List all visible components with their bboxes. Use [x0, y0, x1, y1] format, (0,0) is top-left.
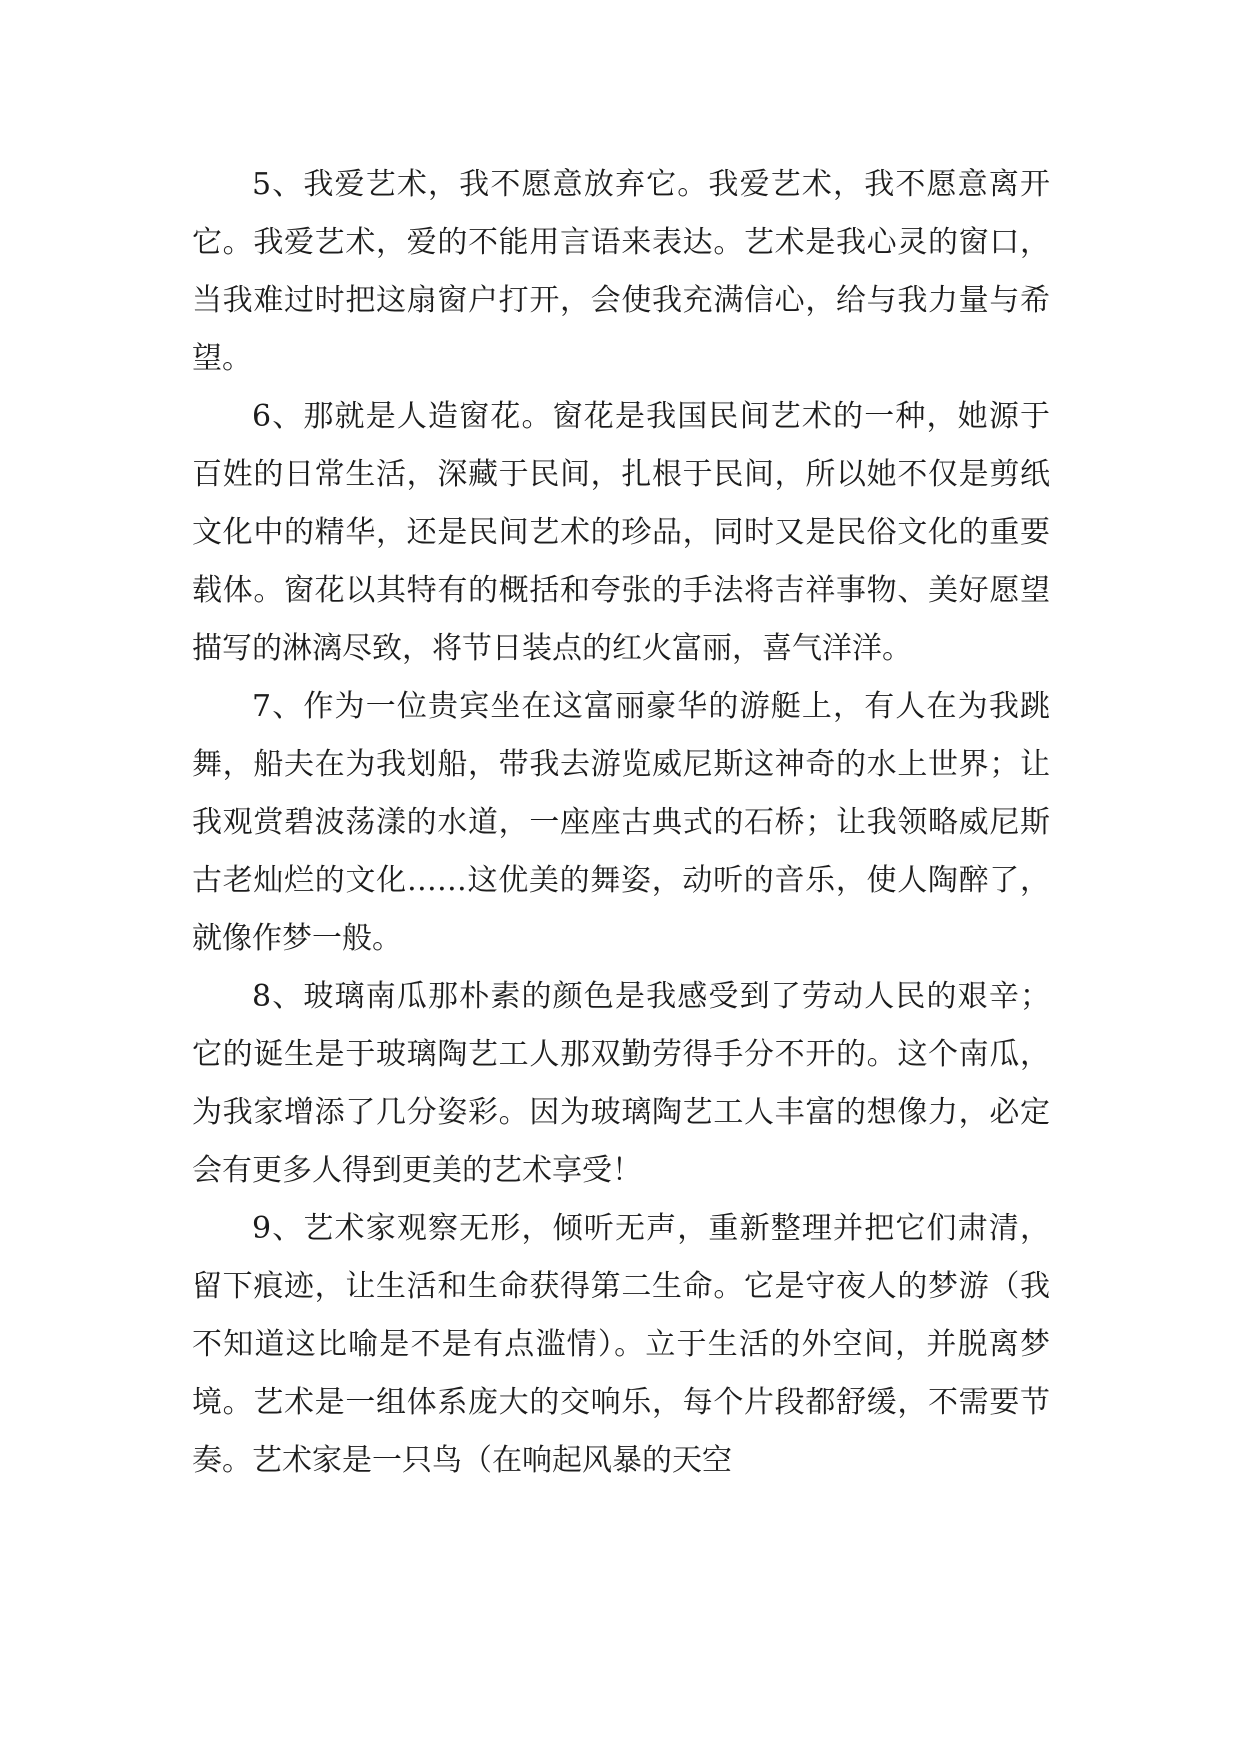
paragraph-7: 7、作为一位贵宾坐在这富丽豪华的游艇上，有人在为我跳舞，船夫在为我划船，带我去游览威尼斯这神奇的水上世界；让我观赏碧波荡漾的水道，一座座古典式的石桥；让我领略威尼斯古老灿烂的文化……这优美的舞姿，动听的音乐，使人陶醉了，就像作梦一般。 — [192, 689, 1050, 956]
paragraph-5: 5、我爱艺术，我不愿意放弃它。我爱艺术，我不愿意离开它。我爱艺术，爱的不能用言语来表达。艺术是我心灵的窗口，当我难过时把这扇窗户打开，会使我充满信心，给与我力量与希望。 — [192, 167, 1050, 376]
paragraph-9: 9、艺术家观察无形，倾听无声，重新整理并把它们肃清，留下痕迹，让生活和生命获得第二生命。它是守夜人的梦游（我不知道这比喻是不是有点滥情）。立于生活的外空间，并脱离梦境。艺术是一组体系庞大的交响乐，每个片段都舒缓，不需要节奏。艺术家是一只鸟（在响起风暴的天空 — [192, 1211, 1050, 1478]
paragraph-6: 6、那就是人造窗花。窗花是我国民间艺术的一种，她源于百姓的日常生活，深藏于民间，扎根于民间，所以她不仅是剪纸文化中的精华，还是民间艺术的珍品，同时又是民俗文化的重要载体。窗花以其特有的概括和夸张的手法将吉祥事物、美好愿望描写的淋漓尽致，将节日装点的红火富丽，喜气洋洋。 — [192, 399, 1050, 666]
document-page — [192, 156, 1050, 1490]
paragraph-8: 8、玻璃南瓜那朴素的颜色是我感受到了劳动人民的艰辛；它的诞生是于玻璃陶艺工人那双勤劳得手分不开的。这个南瓜，为我家增添了几分姿彩。因为玻璃陶艺工人丰富的想像力，必定会有更多人得到更美的艺术享受！ — [192, 979, 1050, 1188]
